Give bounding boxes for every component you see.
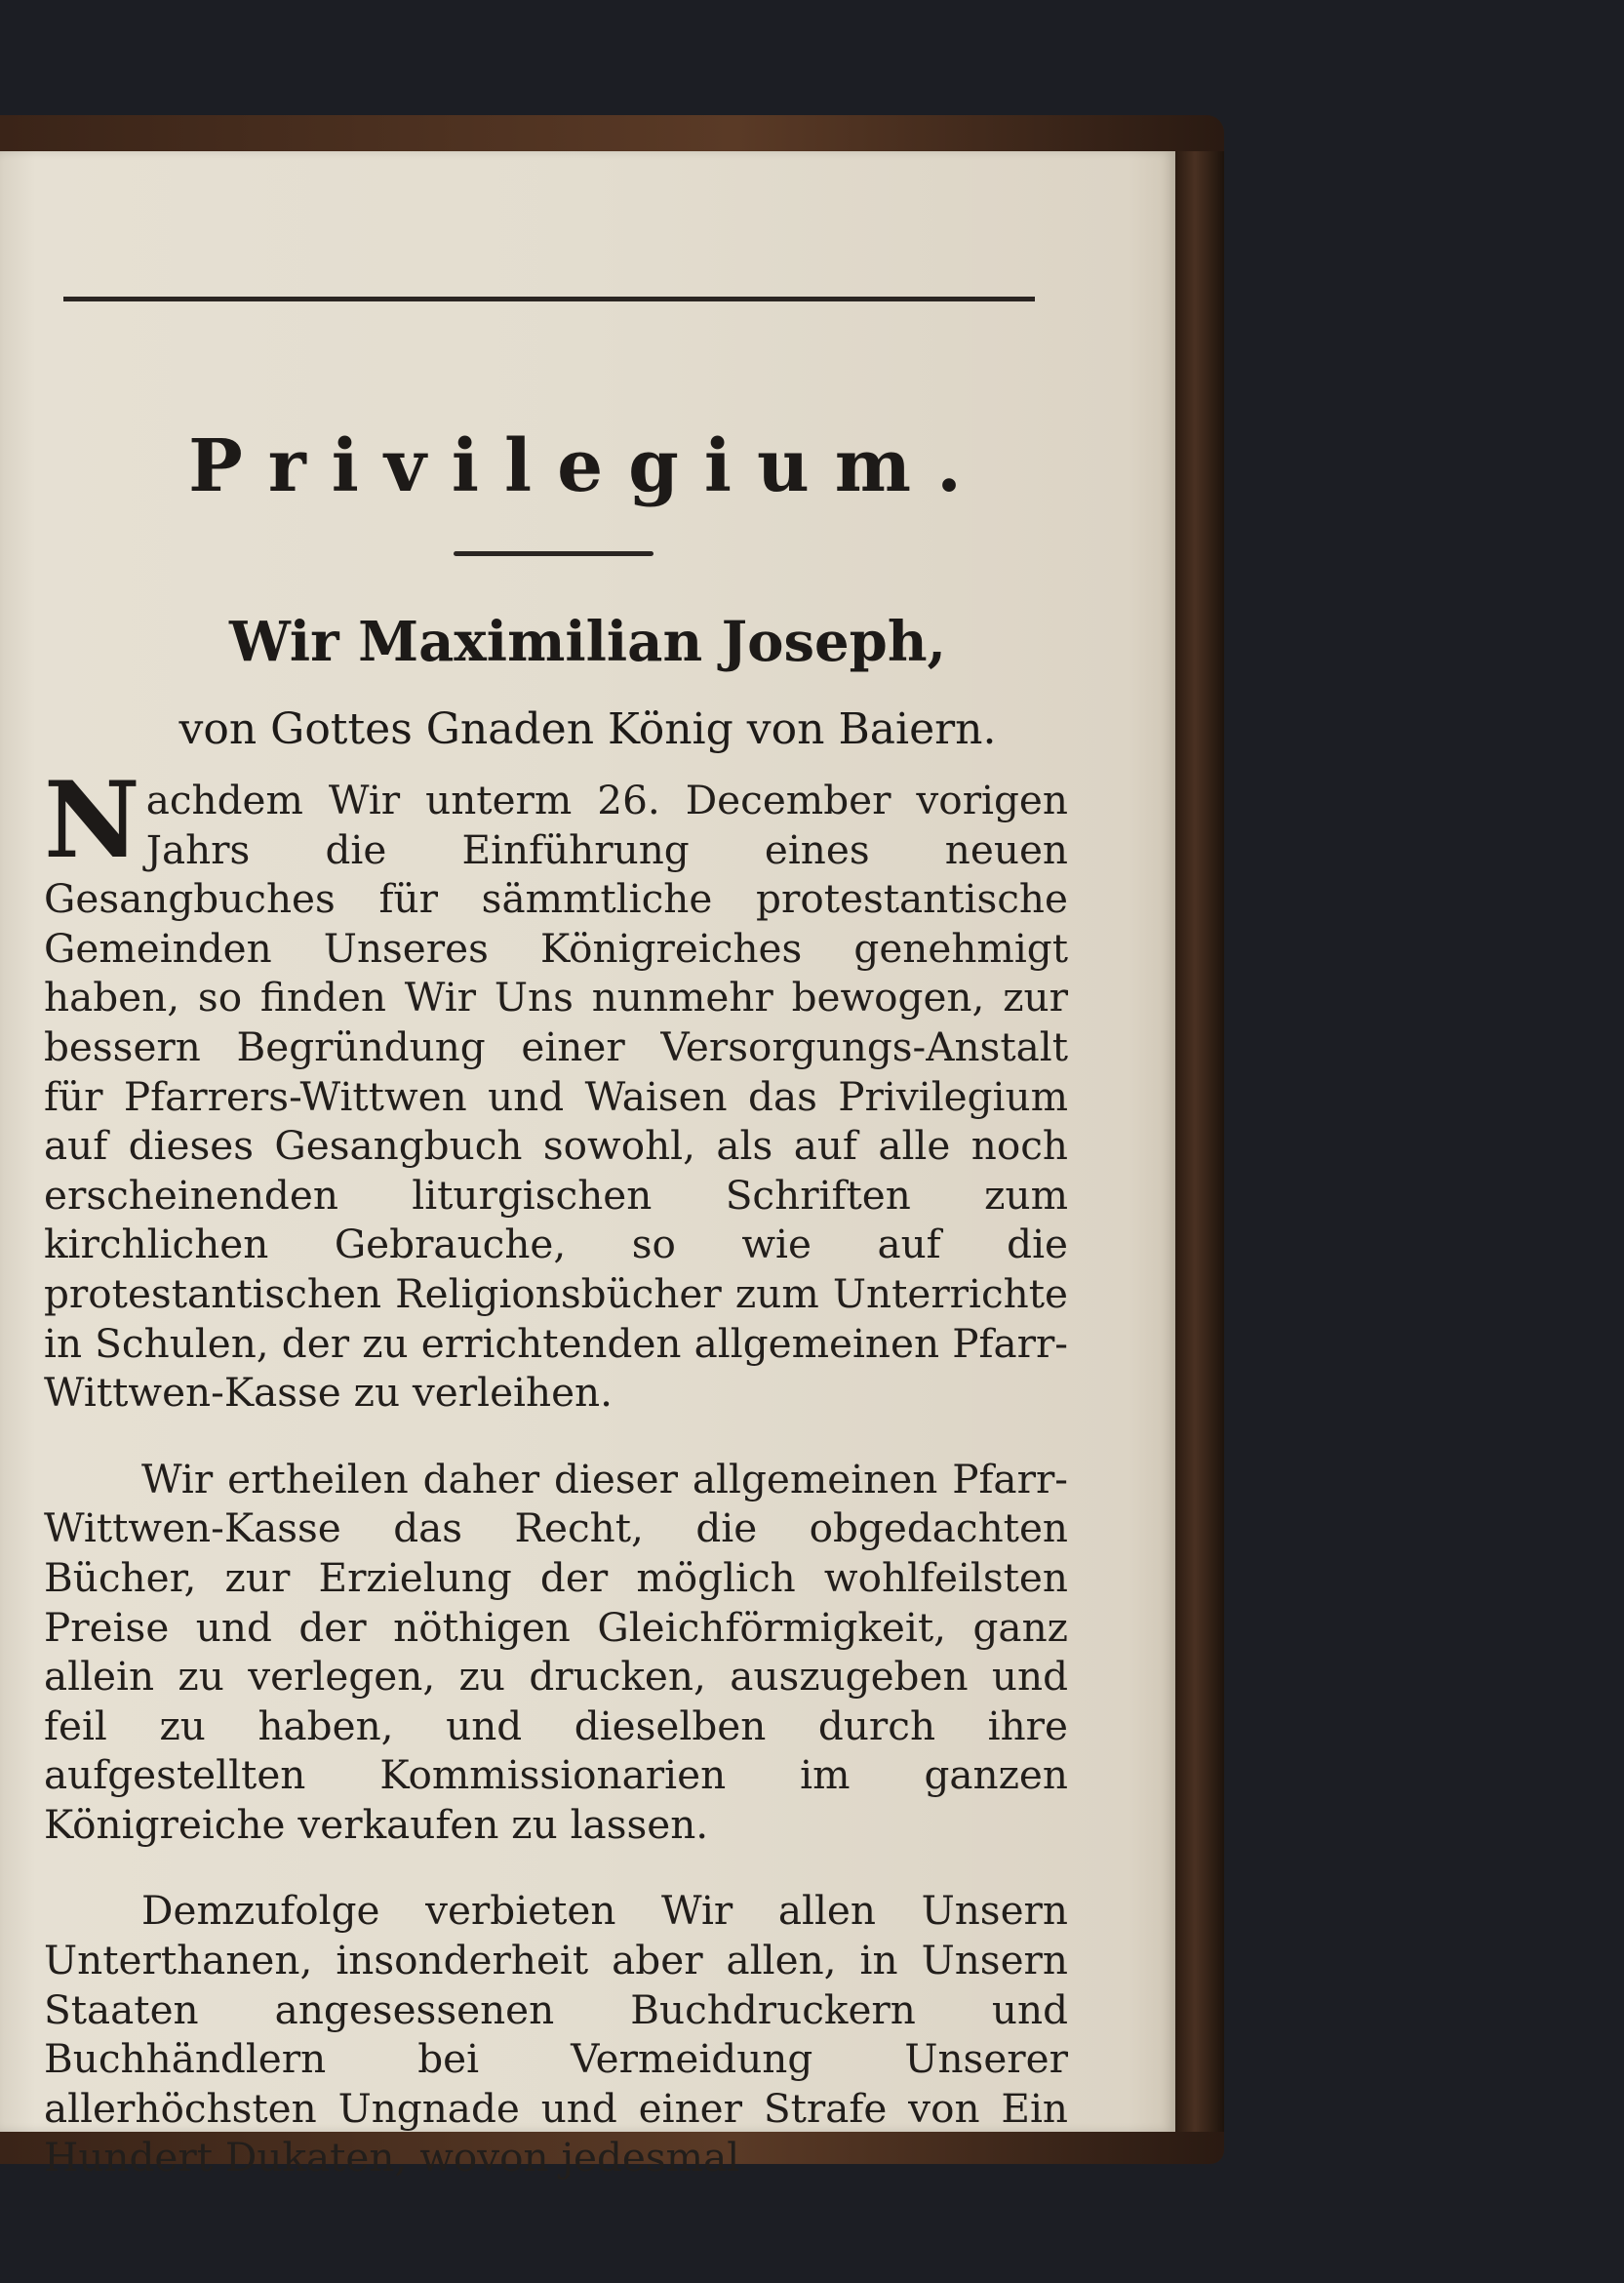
- top-rule: [63, 297, 1035, 301]
- paragraph-3: Demzufolge verbieten Wir allen Unsern Unterthanen, insonderheit aber allen, in Unsern Staaten angesessenen Buchdruckern und Buchhändlern bei Vermeidung Unserer allerhöchsten Ungnade und einer Strafe von Ein Hundert Dukaten, wovon jedesmal: [44, 1887, 1068, 2182]
- body-text: [44, 759, 1068, 2183]
- paragraph-1: [44, 759, 1068, 1418]
- paragraph-2: Wir ertheilen daher dieser allgemeinen Pfarr-Wittwen-Kasse das Recht, die obgedachten Bücher, zur Erzielung der möglich wohlfeilsten Preise und der nöthigen Gleichförmigkeit, ganz allein zu verlegen, zu drucken, auszugeben und feil zu haben, und dieselben durch ihre aufgestellten Kommissionarien im ganzen Königreiche verkaufen zu lassen.: [44, 1455, 1068, 1848]
- title-rule: [454, 551, 654, 556]
- sovereign-name: Wir Maximilian Joseph,: [228, 610, 947, 674]
- document-page: [0, 151, 1175, 2182]
- drop-cap: N: [44, 759, 140, 882]
- sovereign-title: von Gottes Gnaden König von Baiern.: [178, 704, 997, 754]
- page-edge: [1175, 151, 1224, 2132]
- page-title: Privilegium.: [188, 424, 987, 508]
- paragraph-1-text: achdem Wir unterm 26. December vorigen Jahrs die Einführung eines neuen Gesangbuches für sämmtliche protestantische Gemeinden Unseres Königreiches genehmigt haben, so finden Wir Uns nunmehr bewogen, zur bessern Begründung einer Versorgungs-Anstalt für Pfarrers-Wittwen und Waisen das Privilegium auf dieses Gesangbuch sowohl, als auf alle noch erscheinenden liturgischen Schriften zum kirchlichen Gebrauche, so wie auf die protestantischen Religionsbücher zum Unterrichte in Schulen, der zu errichtenden allgemeinen Pfarr-Wittwen-Kasse zu verleihen.: [44, 777, 1068, 1417]
